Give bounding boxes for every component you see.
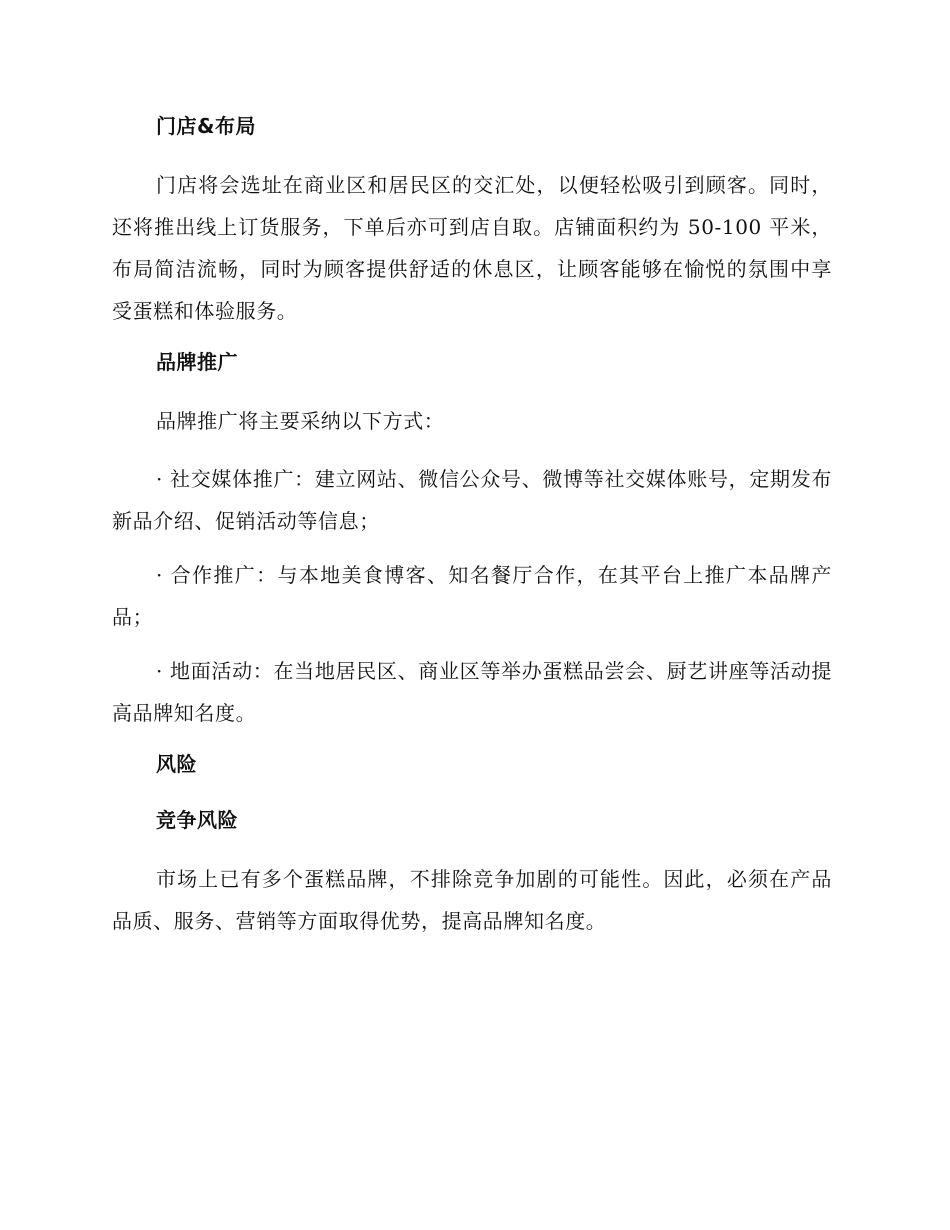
- competition-risk-paragraph: 市场上已有多个蛋糕品牌，不排除竞争加剧的可能性。因此，必须在产品品质、服务、营销等方面取得优势，提高品牌知名度。: [112, 867, 832, 933]
- sub-heading-competition-risk: 竞争风险: [156, 808, 238, 832]
- store-layout-paragraph: 门店将会选址在商业区和居民区的交汇处，以便轻松吸引到顾客。同时，还将推出线上订货服务，下单后亦可到店自取。店铺面积约为 50-100 平米，布局简洁流畅，同时为顾客提供舒适的休息区，让顾客能够在愉悦的氛围中享受蛋糕和体验服务。: [112, 173, 832, 323]
- section-heading-brand-promotion: 品牌推广: [156, 350, 238, 374]
- list-item-social-media: · 社交媒体推广：建立网站、微信公众号、微博等社交媒体账号，定期发布新品介绍、促销活动等信息；: [112, 467, 832, 533]
- document-page: [112, 108, 832, 954]
- list-item-ground-events: · 地面活动：在当地居民区、商业区等举办蛋糕品尝会、厨艺讲座等活动提高品牌知名度。: [112, 659, 832, 725]
- section-heading-risk: 风险: [156, 752, 197, 776]
- brand-promotion-intro: 品牌推广将主要采纳以下方式：: [156, 409, 445, 433]
- list-item-cooperation: · 合作推广：与本地美食博客、知名餐厅合作，在其平台上推广本品牌产品；: [112, 563, 832, 629]
- section-heading-store-layout: 门店&布局: [156, 114, 256, 138]
